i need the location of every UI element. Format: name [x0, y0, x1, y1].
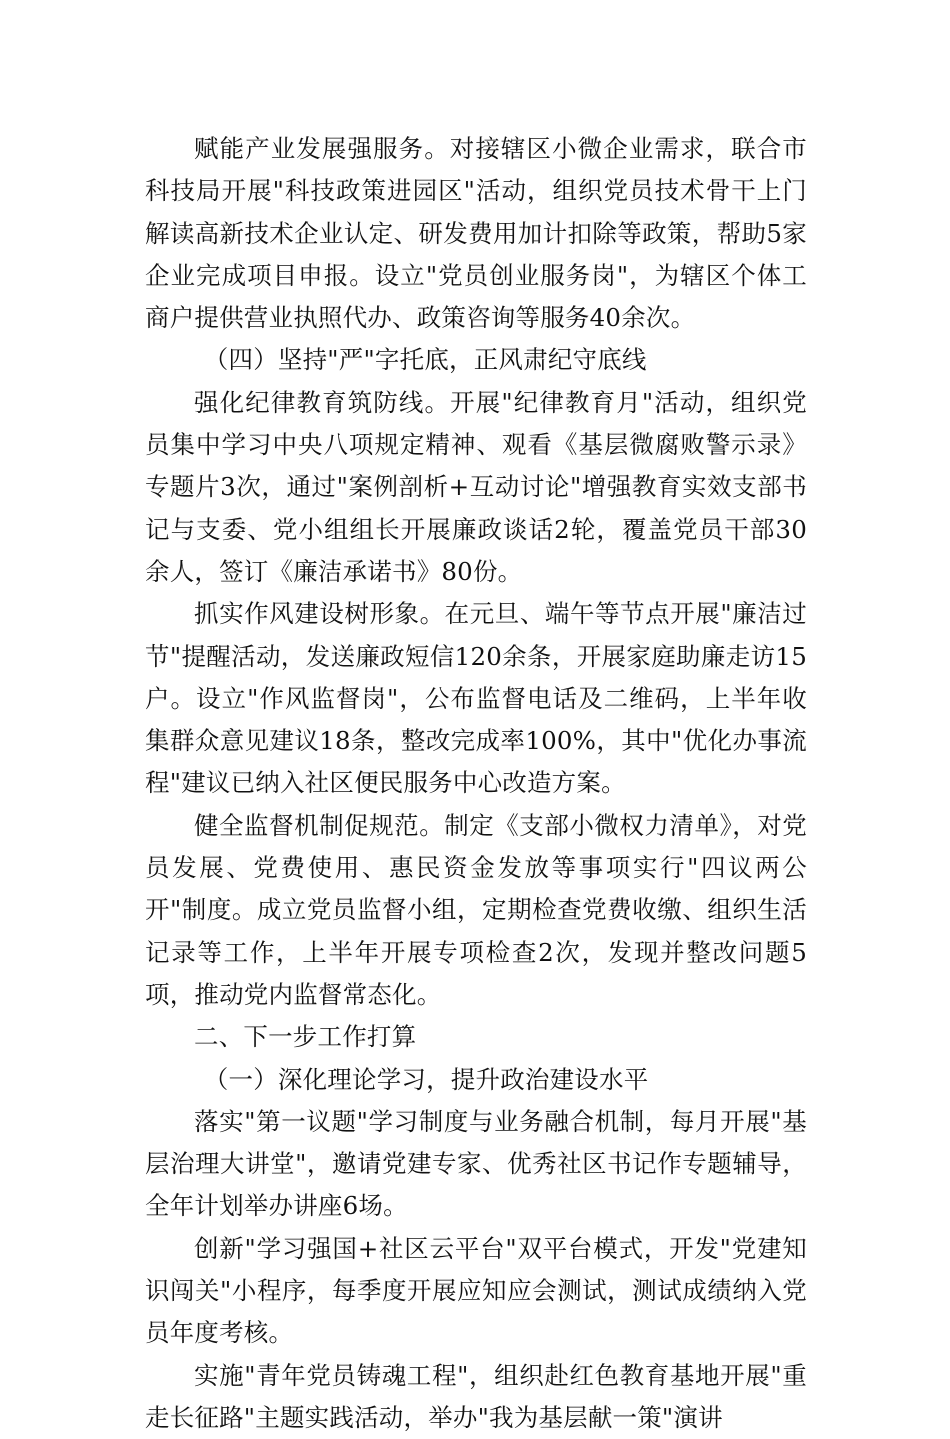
paragraph-industry-service: 赋能产业发展强服务。对接辖区小微企业需求，联合市科技局开展"科技政策进园区"活动，组织党员技术骨干上门解读高新技术企业认定、研发费用加计扣除等政策，帮助5家企业完成项目申报。设立"党员创业服务岗"，为辖区个体工商户提供营业执照代办、政策咨询等服务40余次。 [145, 134, 807, 333]
chapter-heading-next-steps: 二、下一步工作打算 [194, 1022, 417, 1052]
paragraph-first-agenda: 落实"第一议题"学习制度与业务融合机制，每月开展"基层治理大讲堂"，邀请党建专家、优秀社区书记作专题辅导，全年计划举办讲座6场。 [145, 1106, 807, 1221]
section-heading-theory-study: （一）深化理论学习，提升政治建设水平 [203, 1064, 649, 1094]
section-heading-strict-discipline: （四）坚持"严"字托底，正风肃纪守底线 [203, 345, 647, 375]
paragraph-dual-platform: 创新"学习强国+社区云平台"双平台模式，开发"党建知识闯关"小程序，每季度开展应知应会测试，测试成绩纳入党员年度考核。 [145, 1233, 807, 1348]
paragraph-youth-members: 实施"青年党员铸魂工程"，组织赴红色教育基地开展"重走长征路"主题实践活动，举办"我为基层献一策"演讲 [145, 1360, 807, 1432]
paragraph-work-style: 抓实作风建设树形象。在元旦、端午等节点开展"廉洁过节"提醒活动，发送廉政短信120余条，开展家庭助廉走访15户。设立"作风监督岗"，公布监督电话及二维码，上半年收集群众意见建议18条，整改完成率100%，其中"优化办事流程"建议已纳入社区便民服务中心改造方案。 [145, 599, 807, 798]
paragraph-supervision-mechanism: 健全监督机制促规范。制定《支部小微权力清单》，对党员发展、党费使用、惠民资金发放等事项实行"四议两公开"制度。成立党员监督小组，定期检查党费收缴、组织生活记录等工作，上半年开展专项检查2次，发现并整改问题5项，推动党内监督常态化。 [145, 810, 807, 1009]
document-body [145, 128, 807, 1439]
paragraph-discipline-education: 强化纪律教育筑防线。开展"纪律教育月"活动，组织党员集中学习中央八项规定精神、观看《基层微腐败警示录》专题片3次，通过"案例剖析+互动讨论"增强教育实效支部书记与支委、党小组组长开展廉政谈话2轮，覆盖党员干部30余人，签订《廉洁承诺书》80份。 [145, 387, 807, 586]
